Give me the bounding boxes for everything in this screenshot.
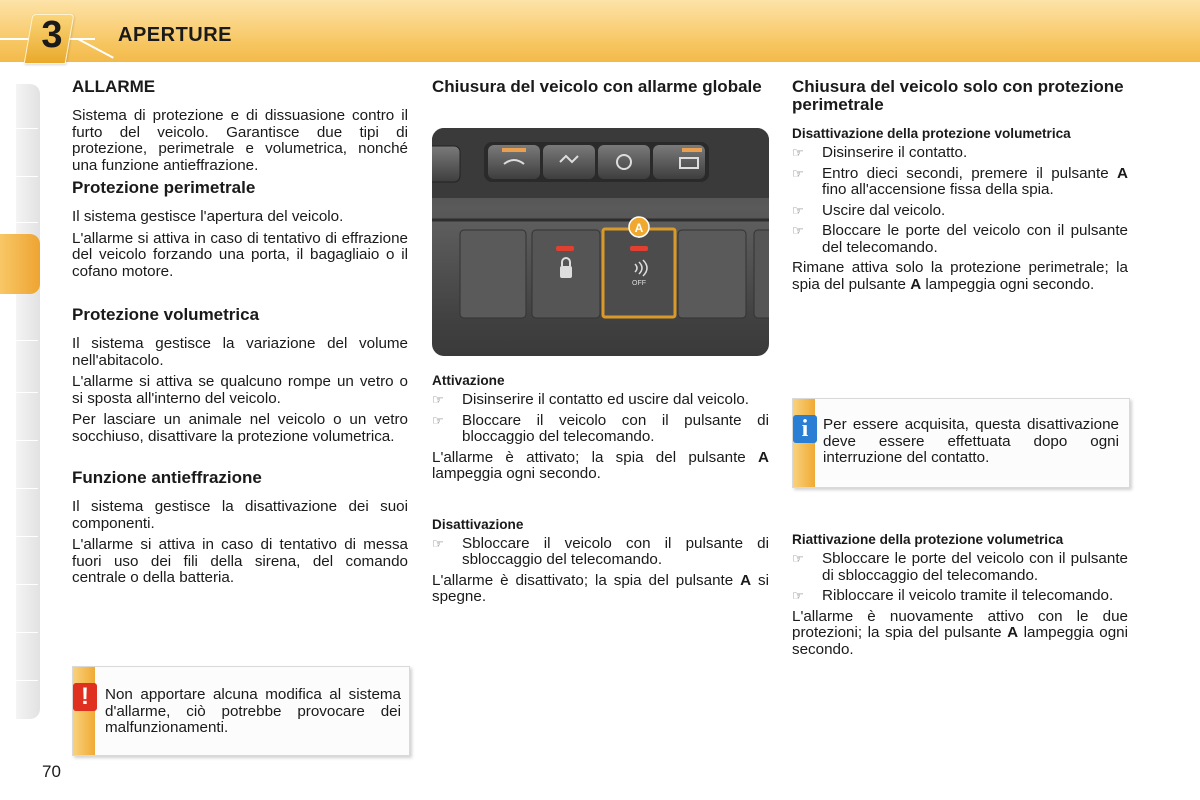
side-tab-divider — [16, 440, 38, 441]
side-tab-divider — [16, 340, 38, 341]
disattivazione-list — [432, 536, 769, 569]
info-callout — [792, 398, 1130, 488]
list-item: ☞ Disinserire il contatto ed uscire dal veicolo. — [432, 391, 750, 408]
section-title: Chiusura del veicolo con allarme globale — [432, 77, 762, 96]
side-tab-divider — [16, 680, 38, 681]
side-tab-divider — [16, 176, 38, 177]
pointing-hand-icon: ☞ — [432, 535, 444, 551]
subsection-title: Disattivazione — [432, 516, 524, 532]
page-number: 70 — [42, 762, 61, 781]
pointing-hand-icon: ☞ — [432, 412, 444, 428]
side-tab-divider — [16, 128, 38, 129]
pointing-hand-icon: ☞ — [792, 202, 804, 218]
column-allarme — [72, 78, 408, 592]
list-item: ☞ Entro dieci secondi, premere il pulsante A fino all'accensione fissa della spia. — [792, 164, 1128, 198]
list-item: ☞ Ribloccare il veicolo tramite il telecomando. — [792, 587, 1114, 604]
result-text: Rimane attiva solo la protezione perimetrale; la spia del pulsante A lampeggia ogni secondo. — [792, 259, 1128, 293]
intro-text: Sistema di protezione e di dissuasione contro il furto del veicolo. Garantisce due tipi di protezione, perimetrale e volumetrica, nonché una funzione antieffrazione. — [72, 107, 408, 174]
callout-strip — [73, 667, 95, 755]
list-item: ☞ Bloccare il veicolo con il pulsante di bloccaggio del telecomando. — [432, 411, 769, 445]
info-text: Per essere acquisita, questa disattivazione deve essere effettuata dopo ogni interruzione del contatto. — [823, 416, 1119, 466]
header-divider-diagonal — [78, 38, 114, 59]
pointing-hand-icon: ☞ — [432, 392, 444, 407]
column-protezione-perimetrale — [792, 78, 1128, 298]
section-title: Protezione volumetrica — [72, 305, 260, 324]
side-tab-divider — [16, 222, 38, 223]
chapter-title: APERTURE — [118, 24, 233, 46]
side-tab-strip — [16, 84, 40, 719]
info-icon: i — [793, 415, 817, 443]
list-item: ☞ Sbloccare il veicolo con il pulsante di sbloccaggio del telecomando. — [432, 534, 769, 568]
result-text: L'allarme è disattivato; la spia del pulsante A si spegne. — [432, 571, 769, 605]
riattivazione-list — [792, 551, 1128, 605]
side-tab-divider — [16, 488, 38, 489]
paragraph: Per lasciare un animale nel veicolo o un vetro socchiuso, disattivare la protezione volumetrica. — [72, 411, 408, 445]
list-item: ☞ Uscire dal veicolo. — [792, 201, 946, 219]
off-label: OFF — [632, 280, 646, 287]
pointing-hand-icon: ☞ — [792, 223, 804, 238]
chapter-number: 3 — [41, 14, 63, 56]
list-item: ☞ Bloccare le porte del veicolo con il pulsante del telecomando. — [792, 222, 1128, 256]
result-text: L'allarme è nuovamente attivo con le due protezioni; la spia del pulsante A lampeggia ogni secondo. — [792, 607, 1128, 658]
exclamation-icon: ! — [73, 683, 97, 711]
pointing-hand-icon: ☞ — [792, 145, 804, 160]
side-tab-divider — [16, 392, 38, 393]
side-tab-divider — [16, 632, 38, 633]
section-title: Chiusura del veicolo solo con protezione perimetrale — [792, 77, 1124, 114]
result-text: L'allarme è attivato; la spia del pulsante A lampeggia ogni secondo. — [432, 448, 769, 482]
paragraph: L'allarme si attiva in caso di tentativo di effrazione del veicolo forzando una porta, il bagagliaio o il cofano motore. — [72, 229, 408, 280]
attivazione-list — [432, 392, 769, 446]
dashboard-illustration — [432, 128, 769, 356]
dashboard-buttons-photo — [432, 128, 769, 356]
subsection-title: Riattivazione della protezione volumetrica — [792, 532, 1064, 547]
button-a-label: A — [634, 221, 644, 235]
column-allarme-globale — [432, 78, 769, 96]
side-tab-divider — [16, 536, 38, 537]
paragraph: Il sistema gestisce la disattivazione dei suoi componenti. — [72, 498, 408, 532]
paragraph: L'allarme si attiva in caso di tentativo di messa fuori uso dei fili della sirena, del comando centrale o della batteria. — [72, 536, 408, 586]
column-allarme-globale-body — [432, 373, 769, 611]
page-header — [0, 0, 1200, 62]
disattivazione-volumetrica-list — [792, 145, 1128, 256]
section-title: Protezione perimetrale — [72, 178, 256, 197]
list-item: ☞ Sbloccare le porte del veicolo con il pulsante di sbloccaggio del telecomando. — [792, 550, 1128, 584]
paragraph: Il sistema gestisce la variazione del volume nell'abitacolo. — [72, 335, 408, 369]
pointing-hand-icon: ☞ — [792, 588, 804, 603]
subsection-title: Disattivazione della protezione volumetrica — [792, 126, 1071, 141]
pointing-hand-icon: ☞ — [792, 165, 804, 181]
warning-text: Non apportare alcuna modifica al sistema d'allarme, ciò potrebbe provocare dei malfunzionamenti. — [105, 686, 401, 736]
section-title: Funzione antieffrazione — [72, 468, 262, 487]
side-tab-divider — [16, 584, 38, 585]
warning-callout — [72, 666, 410, 756]
side-tab-active — [0, 234, 40, 294]
paragraph: L'allarme si attiva se qualcuno rompe un vetro o si sposta all'interno del veicolo. — [72, 373, 408, 407]
paragraph: Il sistema gestisce l'apertura del veicolo. — [72, 208, 344, 225]
list-item: ☞ Disinserire il contatto. — [792, 144, 968, 161]
subsection-title: Attivazione — [432, 373, 505, 388]
column-riattivazione — [792, 532, 1128, 663]
section-title: ALLARME — [72, 77, 156, 96]
pointing-hand-icon: ☞ — [792, 551, 804, 566]
callout-strip — [793, 399, 815, 487]
